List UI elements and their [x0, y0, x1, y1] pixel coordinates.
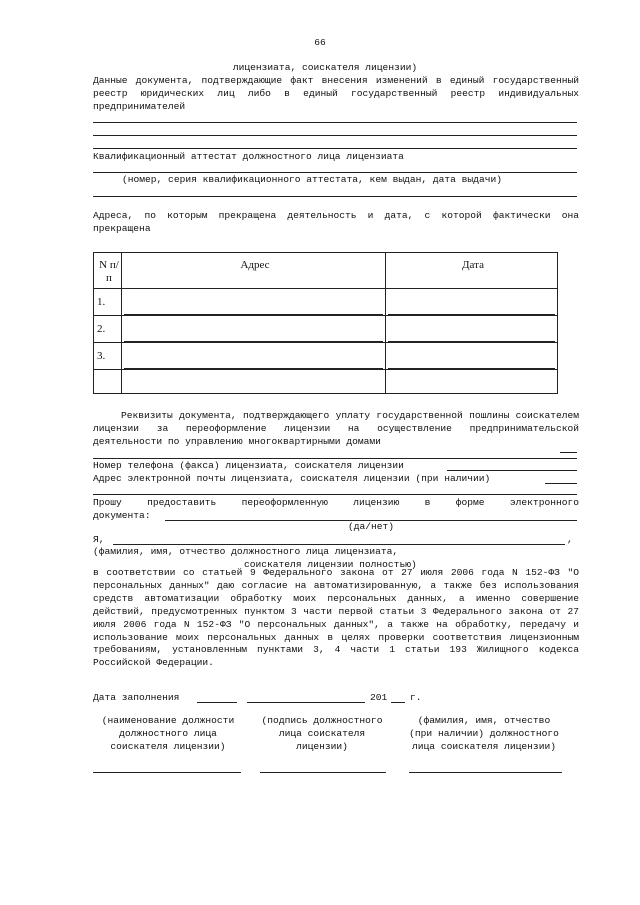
i-label: Я,: [93, 534, 105, 545]
fee-paragraph: Реквизиты документа, подтверждающего уплату государственной пошлины соискателем лицензии за переоформление лицензии на осуществление предпринимательской деятельности по управлению многоквартирными домами: [93, 410, 579, 447]
registry-line-1[interactable]: [93, 122, 577, 123]
signature-fio-line[interactable]: [409, 772, 562, 773]
addresses-paragraph: Адреса, по которым прекращена деятельность и дата, с которой фактически она прекращена: [93, 210, 579, 234]
qualification-label: Квалификационный аттестат должностного лица лицензиата: [93, 151, 404, 162]
sig-sign-l2: лица соискателя: [278, 728, 366, 739]
date-cell[interactable]: [386, 370, 558, 394]
table-row: [94, 316, 558, 343]
row-number: 1.: [94, 289, 122, 316]
sig-fio-l1: (фамилия, имя, отчество: [417, 715, 551, 726]
sig-position-l2: должностного лица: [119, 728, 217, 739]
date-day-field[interactable]: [197, 702, 237, 703]
row-number: [94, 370, 122, 394]
signature-position-line[interactable]: [93, 772, 241, 773]
table-row: [94, 343, 558, 370]
fio-hint-2: соискателя лицензии полностью): [244, 559, 417, 570]
signature-sign: [254, 714, 390, 753]
date-cell[interactable]: [386, 289, 558, 316]
email-label: Адрес электронной почты лицензиата, соискателя лицензии (при наличии): [93, 473, 491, 484]
table-row: [94, 370, 558, 394]
address-cell[interactable]: [122, 289, 386, 316]
qualification-hint: (номер, серия квалификационного аттестата, кем выдан, дата выдачи): [122, 174, 502, 185]
date-label: Дата заполнения: [93, 692, 180, 703]
address-cell[interactable]: [122, 370, 386, 394]
fio-hint-1: (фамилия, имя, отчество должностного лица лицензиата,: [93, 546, 399, 557]
sig-sign-l1: (подпись должностного: [261, 715, 383, 726]
consent-paragraph: в соответствии со статьей 9 Федерального закона от 27 июля 2006 года N 152-ФЗ "О персональных данных" даю согласие на автоматизированную, а также без использования средств автоматизации обработку моих персональных данных, а именно совершение действий, предусмотренных пунктом 3 части первой статьи 3 Федерального закона от 27 июля 2006 года N 152-ФЗ "О персональных данных", а также на обработку, передачу и использование моих персональных данных в целях проверки соответствия лицензионным требованиям, установленным пунктами 3, 4 части 1 статьи 193 Жилищного кодекса Российской Федерации.: [93, 567, 579, 669]
email-field[interactable]: [545, 483, 577, 484]
registry-line-2[interactable]: [93, 135, 577, 136]
col-address-header: Адрес: [122, 253, 386, 289]
year-suffix: г.: [410, 692, 422, 703]
year-prefix: 201: [370, 692, 388, 703]
date-cell[interactable]: [386, 343, 558, 370]
phone-field[interactable]: [447, 470, 577, 471]
registry-paragraph: Данные документа, подтверждающие факт внесения изменений в единый государственный реестр юридических лиц либо в единый государственный реестр индивидуальных предпринимателей: [93, 75, 579, 112]
sig-position-l1: (наименование должности: [101, 715, 235, 726]
date-cell[interactable]: [386, 316, 558, 343]
sig-position-l3: соискателя лицензии): [110, 741, 226, 752]
sig-fio-l2: (при наличии) должностного: [409, 728, 559, 739]
continuation-text: лицензиата, соискателя лицензии): [232, 62, 418, 73]
table-header-row: [94, 253, 558, 289]
signature-sign-line[interactable]: [260, 772, 386, 773]
address-cell[interactable]: [122, 343, 386, 370]
phone-label: Номер телефона (факса) лицензиата, соискателя лицензии: [93, 460, 404, 471]
yes-no-hint: (да/нет): [347, 521, 395, 532]
date-year-field[interactable]: [391, 702, 405, 703]
col-num-header: N п/п: [94, 253, 122, 289]
electronic-request-2: документа:: [93, 510, 151, 521]
date-month-field[interactable]: [247, 702, 365, 703]
email-line-2[interactable]: [93, 494, 577, 495]
sig-fio-l3: лица соискателя лицензии): [412, 741, 556, 752]
registry-line-3[interactable]: [93, 148, 577, 149]
col-date-header: Дата: [386, 253, 558, 289]
i-end: ,: [567, 534, 573, 545]
address-cell[interactable]: [122, 316, 386, 343]
signature-fio: [395, 714, 573, 753]
addresses-table: [93, 252, 558, 394]
row-number: 3.: [94, 343, 122, 370]
fee-line-tail: [560, 452, 577, 453]
row-number: 2.: [94, 316, 122, 343]
table-row: [94, 289, 558, 316]
qualification-line-2[interactable]: [93, 196, 577, 197]
electronic-request: Прошу предоставить переоформленную лицензию в форме электронного: [93, 497, 579, 508]
signature-position: [90, 714, 246, 753]
sig-sign-l3: лицензии): [296, 741, 348, 752]
page-number: 66: [314, 37, 326, 48]
